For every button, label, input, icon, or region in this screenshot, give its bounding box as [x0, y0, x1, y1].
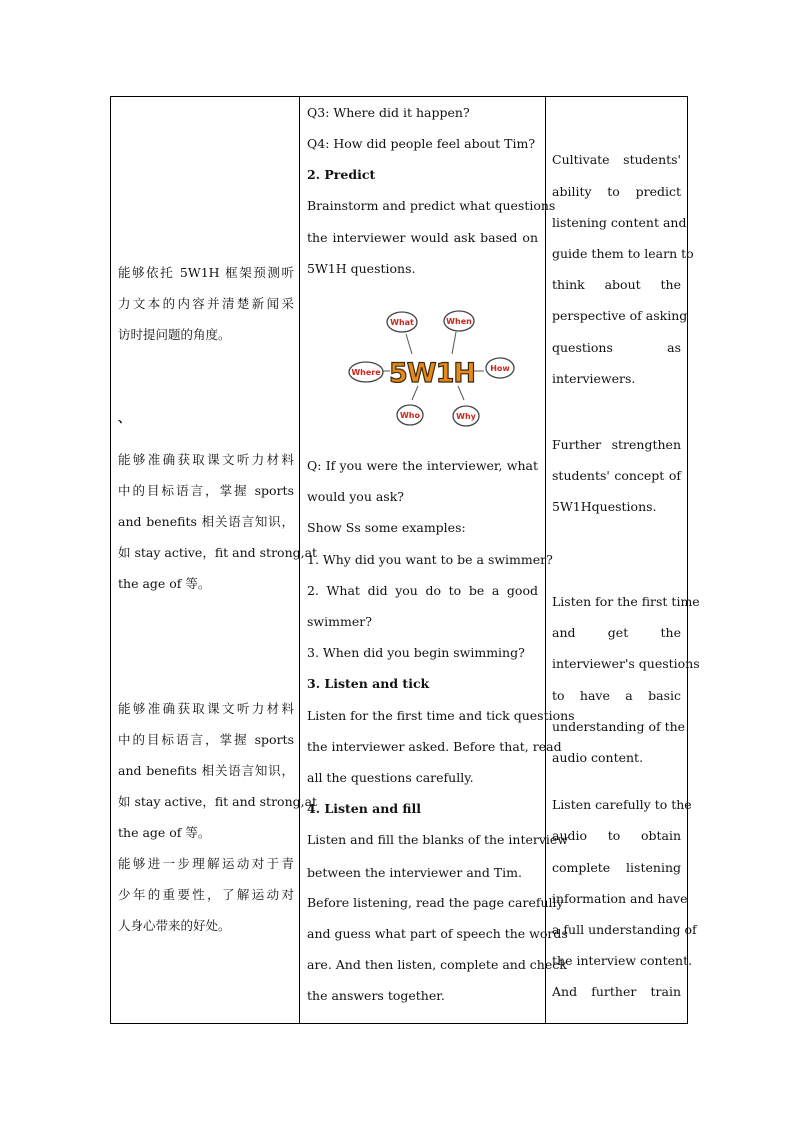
- purpose-line: information and have: [552, 891, 688, 906]
- objective-line: 中的目标语言，掌握 sports: [118, 732, 294, 747]
- objective-line: the age of 等。: [118, 576, 211, 591]
- activity-line: between the interviewer and Tim.: [307, 865, 522, 880]
- example-3: 3. When did you begin swimming?: [307, 645, 525, 660]
- bubble-how: How: [490, 364, 510, 373]
- purpose-line: interviewers.: [552, 371, 636, 386]
- purpose-line: students' concept of: [552, 468, 681, 483]
- bubble-what: What: [390, 318, 414, 327]
- purpose-line: perspective of asking: [552, 308, 688, 323]
- purpose-line: guide them to learn to: [552, 246, 694, 261]
- objective-line: 人身心带来的好处。: [118, 918, 231, 933]
- purpose-line: audio to obtain: [552, 828, 681, 843]
- activity-line: Brainstorm and predict what questions: [307, 198, 556, 213]
- example-1: 1. Why did you want to be a swimmer?: [307, 552, 553, 567]
- bubble-who: Who: [399, 411, 421, 420]
- objective-line: 能够准确获取课文听力材料: [118, 701, 294, 716]
- purpose-line: And further train: [552, 984, 681, 999]
- bubble-when: When: [446, 317, 472, 326]
- purpose-line: to have a basic: [552, 688, 681, 703]
- purpose-line: the interview content.: [552, 953, 693, 968]
- purpose-line: complete listening: [552, 860, 681, 875]
- bubble-where: Where: [351, 368, 381, 377]
- objective-line: 少年的重要性，了解运动对: [118, 887, 294, 902]
- purpose-line: Listen carefully to the: [552, 797, 692, 812]
- tick-heading: 3. Listen and tick: [307, 676, 430, 691]
- question-q4: Q4: How did people feel about Tim?: [307, 136, 536, 151]
- activity-line: Show Ss some examples:: [307, 520, 466, 535]
- activity-line: all the questions carefully.: [307, 770, 474, 785]
- table-row: [111, 97, 688, 1024]
- fill-heading: 4. Listen and fill: [307, 801, 422, 816]
- purpose-line: 5W1Hquestions.: [552, 499, 657, 514]
- purpose-line: think about the: [552, 277, 681, 292]
- purpose-cell: [546, 97, 700, 1024]
- example-2: 2. What did you do to be a good: [307, 583, 538, 598]
- question-q3: Q3: Where did it happen?: [307, 105, 470, 120]
- predict-heading: 2. Predict: [307, 167, 376, 182]
- purpose-line: a full understanding of: [552, 922, 697, 937]
- purpose-line: audio content.: [552, 750, 644, 765]
- activity-line: the answers together.: [307, 988, 445, 1003]
- purpose-line: listening content and: [552, 215, 687, 230]
- purpose-line: questions as: [552, 340, 681, 355]
- objective-line: 能够准确获取课文听力材料: [118, 452, 294, 467]
- objective-line: 如 stay active，fit and strong,at: [118, 794, 318, 809]
- objective-line: 能够依托 5W1H 框架预测听: [118, 265, 294, 280]
- objective-line: 如 stay active，fit and strong,at: [118, 545, 318, 560]
- objective-line: and benefits 相关语言知识，: [118, 763, 294, 778]
- activity-line: Listen for the first time and tick questions: [307, 708, 575, 723]
- bubble-why: Why: [456, 412, 476, 421]
- objective-line: 访时提问题的角度。: [118, 327, 231, 342]
- purpose-line: ability to predict: [552, 184, 681, 199]
- objective-line: 能够进一步理解运动对于青: [118, 856, 294, 871]
- objective-line: and benefits 相关语言知识，: [118, 514, 294, 529]
- purpose-line: understanding of the: [552, 719, 686, 734]
- 5w1h-diagram: [346, 304, 516, 434]
- activity-line: Q: If you were the interviewer, what: [307, 458, 538, 473]
- objective-line: 力文本的内容并清楚新闻采: [118, 296, 294, 311]
- purpose-line: Listen for the first time: [552, 594, 700, 609]
- activity-line: Listen and fill the blanks of the interview: [307, 832, 569, 847]
- list-mark: 、: [118, 410, 131, 425]
- activity-line: the interviewer would ask based on: [307, 230, 538, 245]
- objective-line: 中的目标语言，掌握 sports: [118, 483, 294, 498]
- purpose-line: and get the: [552, 625, 681, 640]
- activity-line: would you ask?: [307, 489, 405, 504]
- objective-line: the age of 等。: [118, 825, 211, 840]
- activity-line: Before listening, read the page carefully: [307, 895, 564, 910]
- objectives-cell: [111, 97, 318, 1024]
- center-5w1h: 5W1H: [389, 358, 475, 389]
- purpose-line: interviewer's questions: [552, 656, 700, 671]
- purpose-line: Further strengthen: [552, 437, 681, 452]
- lesson-plan-table: [110, 96, 700, 1024]
- activity-line: 5W1H questions.: [307, 261, 416, 276]
- purpose-line: Cultivate students': [552, 152, 681, 167]
- activity-line: are. And then listen, complete and check: [307, 957, 567, 972]
- activity-line: the interviewer asked. Before that, read: [307, 739, 562, 754]
- activity-line: and guess what part of speech the words: [307, 926, 568, 941]
- example-2-cont: swimmer?: [307, 614, 372, 629]
- 5w1h-mindmap-svg: [346, 304, 516, 434]
- activities-cell: [300, 97, 575, 1024]
